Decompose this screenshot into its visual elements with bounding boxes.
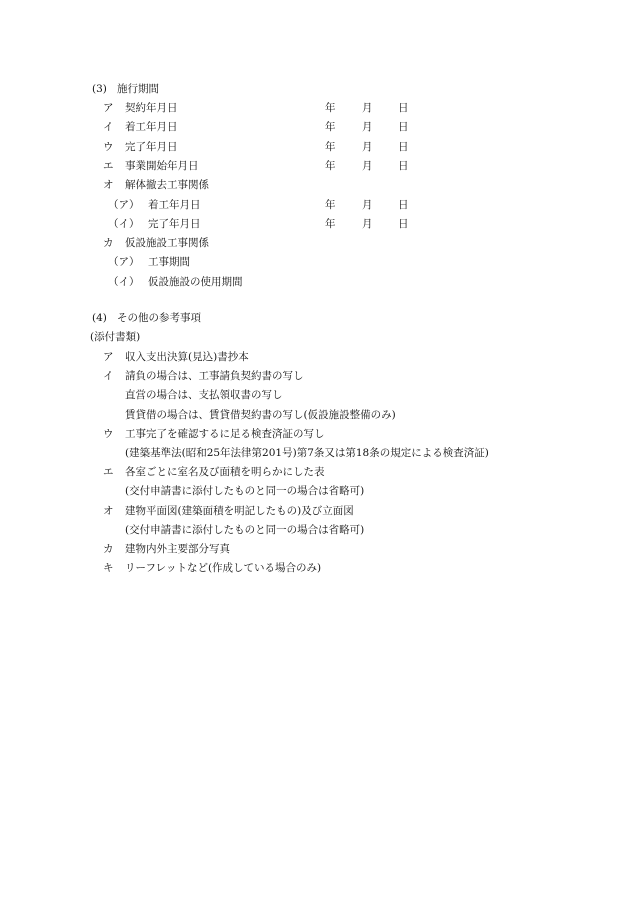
attachment-mark: キ: [103, 562, 114, 575]
section3-row-mark: ア: [103, 102, 114, 114]
date-unit-year: 年: [325, 198, 336, 211]
section3-row-mark: （ア）: [108, 198, 140, 211]
section3-row-label: 仮設施設工事関係: [125, 237, 209, 250]
date-unit-month: 月: [362, 159, 373, 172]
date-unit-day: 日: [398, 159, 409, 172]
date-unit-year: 年: [325, 217, 336, 230]
section4-heading-text: その他の参考事項: [117, 312, 201, 324]
date-unit-day: 日: [398, 121, 409, 134]
section3-row-mark: （イ）: [108, 275, 140, 288]
attachment-mark: ア: [103, 351, 114, 363]
date-unit-month: 月: [362, 217, 373, 230]
date-unit-year: 年: [325, 121, 336, 134]
section3-heading: [92, 82, 159, 96]
attachment-mark: イ: [103, 370, 114, 383]
section3-row-mark: ウ: [103, 140, 114, 153]
attachment-mark: エ: [103, 466, 114, 479]
section3-row-mark: イ: [103, 121, 114, 134]
attachment-mark: カ: [103, 543, 114, 555]
attachment-text: 収入支出決算(見込)書抄本: [125, 351, 249, 363]
section3-row-label: 着工年月日: [148, 198, 201, 211]
attachment-text: 各室ごとに室名及び面積を明らかにした表: [125, 466, 325, 479]
section3-row-label: 解体撤去工事関係: [125, 179, 209, 192]
date-unit-day: 日: [398, 102, 409, 114]
attachment-mark: ウ: [103, 427, 114, 440]
section3-row-label: 完了年月日: [148, 217, 201, 230]
section3-row-label: 着工年月日: [125, 121, 178, 134]
attachment-text: 直営の場合は、支払領収書の写し: [125, 389, 283, 402]
date-unit-day: 日: [398, 198, 409, 211]
section3-row-mark: （イ）: [108, 217, 140, 230]
attachment-mark: オ: [103, 504, 114, 517]
section4-heading-num: (4): [92, 312, 107, 324]
attachment-text: (交付申請書に添付したものと同一の場合は省略可): [125, 523, 365, 536]
date-unit-month: 月: [362, 121, 373, 134]
date-unit-month: 月: [362, 140, 373, 153]
section3-row-label: 事業開始年月日: [125, 159, 199, 172]
attachment-text: 工事完了を確認するに足る検査済証の写し: [125, 427, 325, 440]
date-unit-year: 年: [325, 159, 336, 172]
section3-row-label: 仮設施設の使用期間: [148, 275, 243, 288]
date-unit-year: 年: [325, 102, 336, 114]
attachment-text: リーフレットなど(作成している場合のみ): [125, 562, 322, 575]
section3-row-label: 契約年月日: [125, 102, 178, 114]
section3-row-mark: オ: [103, 179, 114, 192]
section3-row-mark: エ: [103, 159, 114, 172]
date-unit-month: 月: [362, 198, 373, 211]
date-unit-month: 月: [362, 102, 373, 114]
attachment-text: 建物内外主要部分写真: [125, 543, 230, 555]
section3-heading-num: (3): [92, 83, 107, 95]
date-unit-day: 日: [398, 217, 409, 230]
attachment-text: 建物平面図(建築面積を明記したもの)及び立面図: [125, 504, 354, 517]
attachment-text: (建築基準法(昭和25年法律第201号)第7条又は第18条の規定による検査済証): [125, 447, 489, 459]
section3-row-mark: カ: [103, 237, 114, 250]
attachment-text: (交付申請書に添付したものと同一の場合は省略可): [125, 485, 365, 498]
attachment-text: 請負の場合は、工事請負契約書の写し: [125, 370, 304, 383]
section3-row-mark: （ア）: [108, 256, 140, 269]
date-unit-year: 年: [325, 140, 336, 153]
date-unit-day: 日: [398, 140, 409, 153]
attachments-title: (添付書類): [90, 331, 141, 343]
attachment-text: 賃貸借の場合は、賃貸借契約書の写し(仮設施設整備のみ): [125, 408, 396, 421]
section4-heading: [92, 311, 201, 325]
section3-row-label: 工事期間: [148, 256, 190, 269]
section3-row-label: 完了年月日: [125, 140, 178, 153]
section3-heading-text: 施行期間: [117, 83, 159, 95]
